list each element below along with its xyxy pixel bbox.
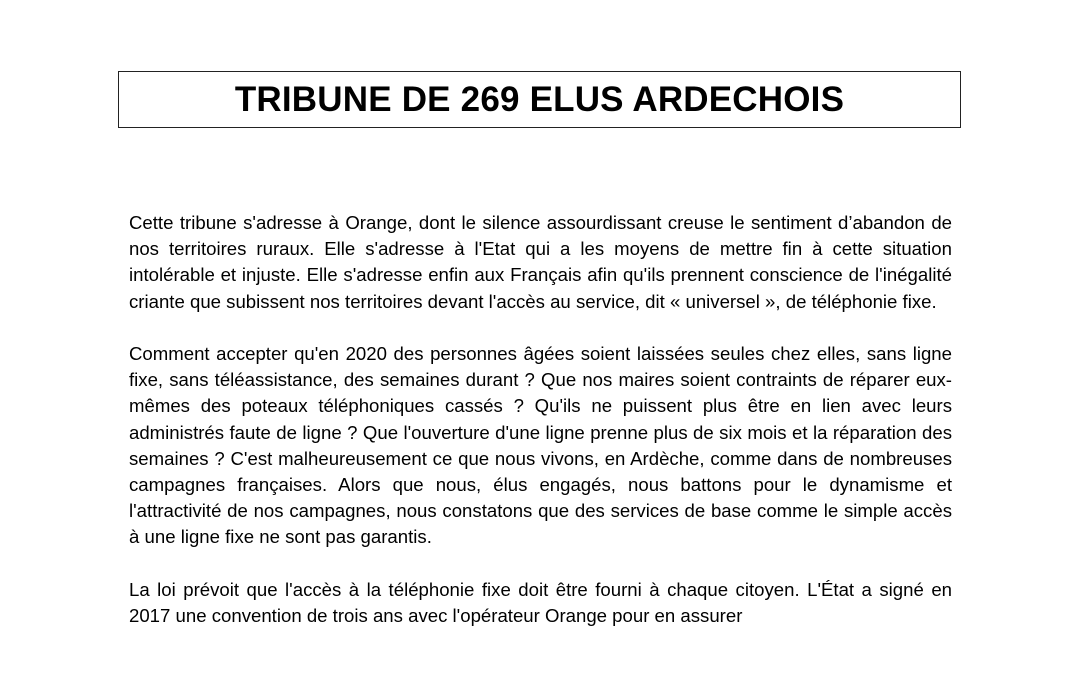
paragraph: La loi prévoit que l'accès à la téléphonie fixe doit être fourni à chaque citoyen. L'État a signé en 2017 une convention de trois ans avec l'opérateur Orange pour en assurer bbox=[129, 578, 952, 627]
document-title: TRIBUNE DE 269 ELUS ARDECHOIS bbox=[234, 80, 845, 119]
paragraph: Cette tribune s'adresse à Orange, dont le silence assourdissant creuse le sentiment d’abandon de nos territoires ruraux. Elle s'adresse à l'Etat qui a les moyens de mettre fin à cette situation intolérable et injuste. Elle s'adresse enfin aux Français afin qu'ils prennent conscience de l'inégalité criante que subissent nos territoires devant l'accès au service, dit « universel », de téléphonie fixe. bbox=[129, 212, 952, 312]
paragraph: Comment accepter qu'en 2020 des personnes âgées soient laissées seules chez elles, sans ligne fixe, sans téléassistance, des semaines durant ? Que nos maires soient contraints de réparer eux-mêmes des poteaux téléphoniques cassés ? Qu'ils ne puissent plus être en lien avec leurs administrés faute de ligne ? Que l'ouverture d'une ligne prenne plus de six mois et la réparation des semaines ? C'est malheureusement ce que nous vivons, en Ardèche, comme dans de nombreuses campagnes françaises. Alors que nous, élus engagés, nous battons pour le dynamisme et l'attractivité de nos campagnes, nous constatons que des services de base comme le simple accès à une ligne fixe ne sont pas garantis. bbox=[129, 343, 952, 548]
title-box bbox=[118, 71, 961, 128]
document-body bbox=[129, 210, 952, 655]
